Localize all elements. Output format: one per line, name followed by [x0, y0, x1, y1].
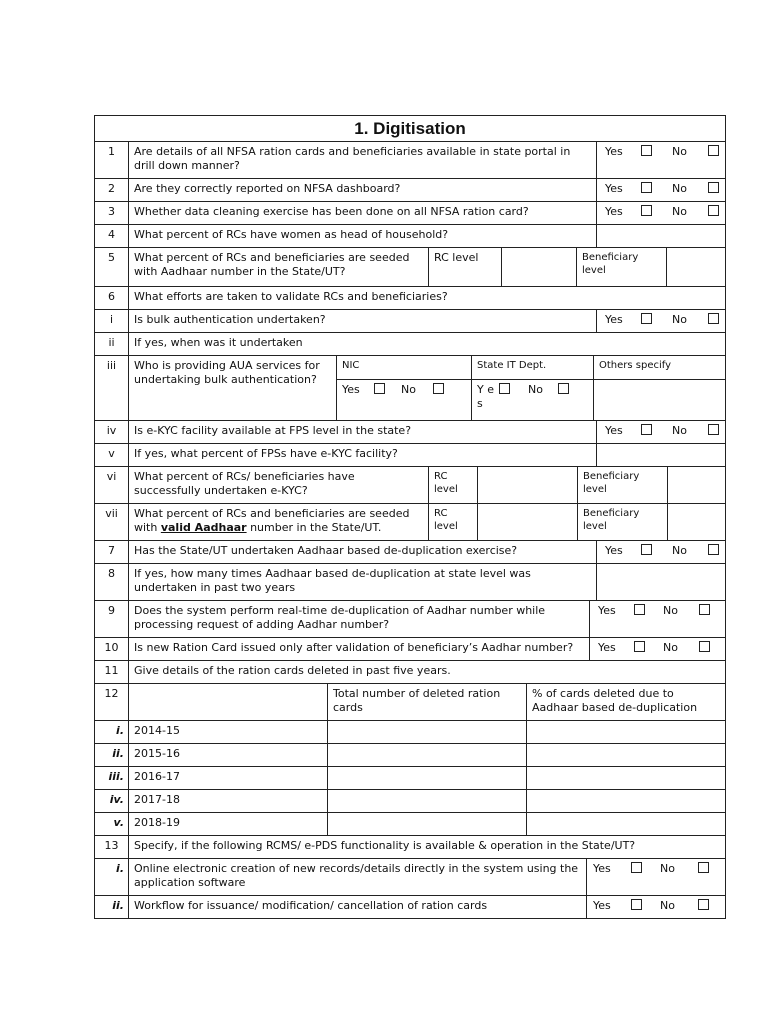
total-deleted-field[interactable] — [328, 744, 527, 766]
table-row — [95, 356, 725, 421]
table-row — [95, 333, 725, 356]
no-checkbox[interactable] — [698, 862, 709, 873]
percent-deleted-field[interactable] — [527, 767, 725, 789]
yes-checkbox[interactable] — [634, 641, 645, 652]
state-it-label: State IT Dept. — [472, 356, 594, 379]
table-row — [95, 767, 725, 790]
table-row — [95, 467, 725, 504]
table-row — [95, 225, 725, 248]
percent-deleted-field[interactable] — [527, 721, 725, 743]
percent-deleted-field[interactable] — [527, 744, 725, 766]
beneficiary-level-label: Beneficiary level — [578, 504, 668, 540]
beneficiary-level-label: Beneficiary level — [577, 248, 667, 286]
question-text: Are details of all NFSA ration cards and beneficiaries available in state portal in drill down manner? — [129, 142, 597, 178]
question-text: Workflow for issuance/ modification/ cancellation of ration cards — [129, 896, 587, 918]
total-deleted-header: Total number of deleted ration cards — [328, 684, 527, 720]
row-number: i. — [95, 721, 129, 743]
beneficiary-level-field[interactable] — [668, 504, 725, 540]
yes-checkbox[interactable] — [634, 604, 645, 615]
table-row — [95, 601, 725, 638]
row-number: iii — [95, 356, 129, 420]
rc-level-field[interactable] — [478, 504, 578, 540]
year-label: 2018-19 — [129, 813, 328, 835]
yes-checkbox[interactable] — [631, 899, 642, 910]
table-row — [95, 202, 725, 225]
percent-deleted-field[interactable] — [527, 790, 725, 812]
yes-no-choice: Yes No — [590, 638, 725, 660]
row-number: 1 — [95, 142, 129, 178]
question-text: Is bulk authentication undertaken? — [129, 310, 597, 332]
table-row — [95, 287, 725, 310]
table-row — [95, 859, 725, 896]
question-text: If yes, what percent of FPSs have e-KYC facility? — [129, 444, 597, 466]
table-row — [95, 661, 725, 684]
digitisation-form — [94, 115, 726, 919]
table-row — [95, 684, 725, 721]
no-checkbox[interactable] — [708, 424, 719, 435]
no-checkbox[interactable] — [708, 145, 719, 156]
row-number: iv. — [95, 790, 129, 812]
answer-field[interactable] — [597, 564, 725, 600]
nic-choice: Yes No — [337, 380, 472, 420]
row-number: 6 — [95, 287, 129, 309]
table-row — [95, 248, 725, 287]
table-row — [95, 564, 725, 601]
table-row — [95, 310, 725, 333]
row-number: 9 — [95, 601, 129, 637]
row-number: i — [95, 310, 129, 332]
question-text: Whether data cleaning exercise has been done on all NFSA ration card? — [129, 202, 597, 224]
no-checkbox[interactable] — [433, 383, 444, 394]
yes-no-choice: Yes No — [597, 142, 725, 178]
row-number: ii — [95, 333, 129, 355]
question-text: Give details of the ration cards deleted in past five years. — [134, 664, 451, 677]
rc-level-label: RC level — [429, 467, 478, 503]
year-label: 2016-17 — [129, 767, 328, 789]
beneficiary-level-field[interactable] — [668, 467, 725, 503]
yes-checkbox[interactable] — [641, 205, 652, 216]
question-text: What efforts are taken to validate RCs and beneficiaries? — [134, 290, 448, 303]
yes-no-choice: Yes No — [597, 202, 725, 224]
year-label: 2015-16 — [129, 744, 328, 766]
no-checkbox[interactable] — [698, 899, 709, 910]
rc-level-field[interactable] — [478, 467, 578, 503]
answer-field[interactable] — [597, 225, 725, 247]
question-text: What percent of RCs have women as head of household? — [129, 225, 597, 247]
question-text: Is new Ration Card issued only after validation of beneficiary’s Aadhar number? — [129, 638, 590, 660]
total-deleted-field[interactable] — [328, 813, 527, 835]
table-row — [95, 721, 725, 744]
row-number: vii — [95, 504, 129, 540]
state-it-choice: Y es No — [472, 380, 594, 420]
question-text: What percent of RCs/ beneficiaries have successfully undertaken e-KYC? — [129, 467, 429, 503]
table-row — [95, 790, 725, 813]
row-number: ii. — [95, 744, 129, 766]
total-deleted-field[interactable] — [328, 721, 527, 743]
row-number: 13 — [95, 836, 129, 858]
yes-no-choice: Yes No — [587, 859, 725, 895]
beneficiary-level-field[interactable] — [667, 248, 725, 286]
total-deleted-field[interactable] — [328, 790, 527, 812]
no-checkbox[interactable] — [708, 182, 719, 193]
question-text: What percent of RCs and beneficiaries are seeded with Aadhaar number in the State/UT? — [129, 248, 429, 286]
row-number: 10 — [95, 638, 129, 660]
question-text: Specify, if the following RCMS/ e-PDS functionality is available & operation in the State/UT? — [134, 839, 636, 852]
yes-no-choice: Yes No — [597, 179, 725, 201]
question-text: If yes, how many times Aadhaar based de-duplication at state level was undertaken in past two years — [129, 564, 597, 600]
question-text: Is e-KYC facility available at FPS level in the state? — [129, 421, 597, 443]
no-checkbox[interactable] — [708, 544, 719, 555]
no-checkbox[interactable] — [558, 383, 569, 394]
row-number: 4 — [95, 225, 129, 247]
row-number: i. — [95, 859, 129, 895]
question-text: Who is providing AUA services for undertaking bulk authentication? — [129, 356, 337, 420]
yes-no-choice: Yes No — [590, 601, 725, 637]
table-row — [95, 504, 725, 541]
nic-label: NIC — [337, 356, 472, 379]
others-specify-label: Others specify — [599, 360, 672, 371]
table-row — [95, 179, 725, 202]
question-text: What percent of RCs and beneficiaries are seeded with valid Aadhaar number in the State/UT. — [129, 504, 429, 540]
yes-no-choice: Yes No — [587, 896, 725, 918]
yes-checkbox[interactable] — [631, 862, 642, 873]
yes-checkbox[interactable] — [641, 182, 652, 193]
table-row — [95, 896, 725, 918]
row-number: 7 — [95, 541, 129, 563]
aua-provider-grid — [337, 356, 725, 420]
row-number: ii. — [95, 896, 129, 918]
yes-no-choice: Yes No — [597, 310, 725, 332]
table-row — [95, 421, 725, 444]
question-text: Online electronic creation of new records/details directly in the system using the application software — [129, 859, 587, 895]
percent-deleted-field[interactable] — [527, 813, 725, 835]
row-number: vi — [95, 467, 129, 503]
row-number: iv — [95, 421, 129, 443]
row-number: 5 — [95, 248, 129, 286]
row-number: iii. — [95, 767, 129, 789]
yes-no-choice: Yes No — [597, 541, 725, 563]
no-checkbox[interactable] — [699, 604, 710, 615]
table-row — [95, 813, 725, 836]
question-text: Are they correctly reported on NFSA dashboard? — [129, 179, 597, 201]
yes-checkbox[interactable] — [641, 544, 652, 555]
beneficiary-level-label: Beneficiary level — [578, 467, 668, 503]
yes-checkbox[interactable] — [499, 383, 510, 394]
rc-level-field[interactable] — [502, 248, 577, 286]
row-number: v. — [95, 813, 129, 835]
year-header-blank — [129, 684, 328, 720]
no-checkbox[interactable] — [708, 313, 719, 324]
others-specify-field[interactable] — [594, 380, 725, 420]
table-row — [95, 541, 725, 564]
table-row — [95, 836, 725, 859]
answer-field[interactable] — [597, 444, 725, 466]
percent-deleted-header: % of cards deleted due to Aadhaar based de-duplication — [532, 687, 698, 714]
rc-level-label: RC level — [429, 504, 478, 540]
table-row — [95, 142, 725, 179]
table-row — [95, 744, 725, 767]
row-number: 11 — [95, 661, 129, 683]
yes-checkbox[interactable] — [641, 313, 652, 324]
row-number: v — [95, 444, 129, 466]
question-text: Has the State/UT undertaken Aadhaar based de-duplication exercise? — [129, 541, 597, 563]
row-number: 2 — [95, 179, 129, 201]
yes-checkbox[interactable] — [641, 145, 652, 156]
yes-no-choice: Yes No — [597, 421, 725, 443]
no-checkbox[interactable] — [699, 641, 710, 652]
row-number: 12 — [95, 684, 129, 720]
row-number: 8 — [95, 564, 129, 600]
table-row — [95, 444, 725, 467]
question-text: If yes, when was it undertaken — [134, 336, 303, 349]
year-label: 2014-15 — [129, 721, 328, 743]
row-number: 3 — [95, 202, 129, 224]
table-row — [95, 638, 725, 661]
year-label: 2017-18 — [129, 790, 328, 812]
no-checkbox[interactable] — [708, 205, 719, 216]
form-title: 1. Digitisation — [95, 116, 725, 142]
total-deleted-field[interactable] — [328, 767, 527, 789]
question-text: Does the system perform real-time de-duplication of Aadhar number while processing request of adding Aadhar number? — [129, 601, 590, 637]
yes-checkbox[interactable] — [374, 383, 385, 394]
yes-checkbox[interactable] — [641, 424, 652, 435]
rc-level-label: RC level — [429, 248, 502, 286]
